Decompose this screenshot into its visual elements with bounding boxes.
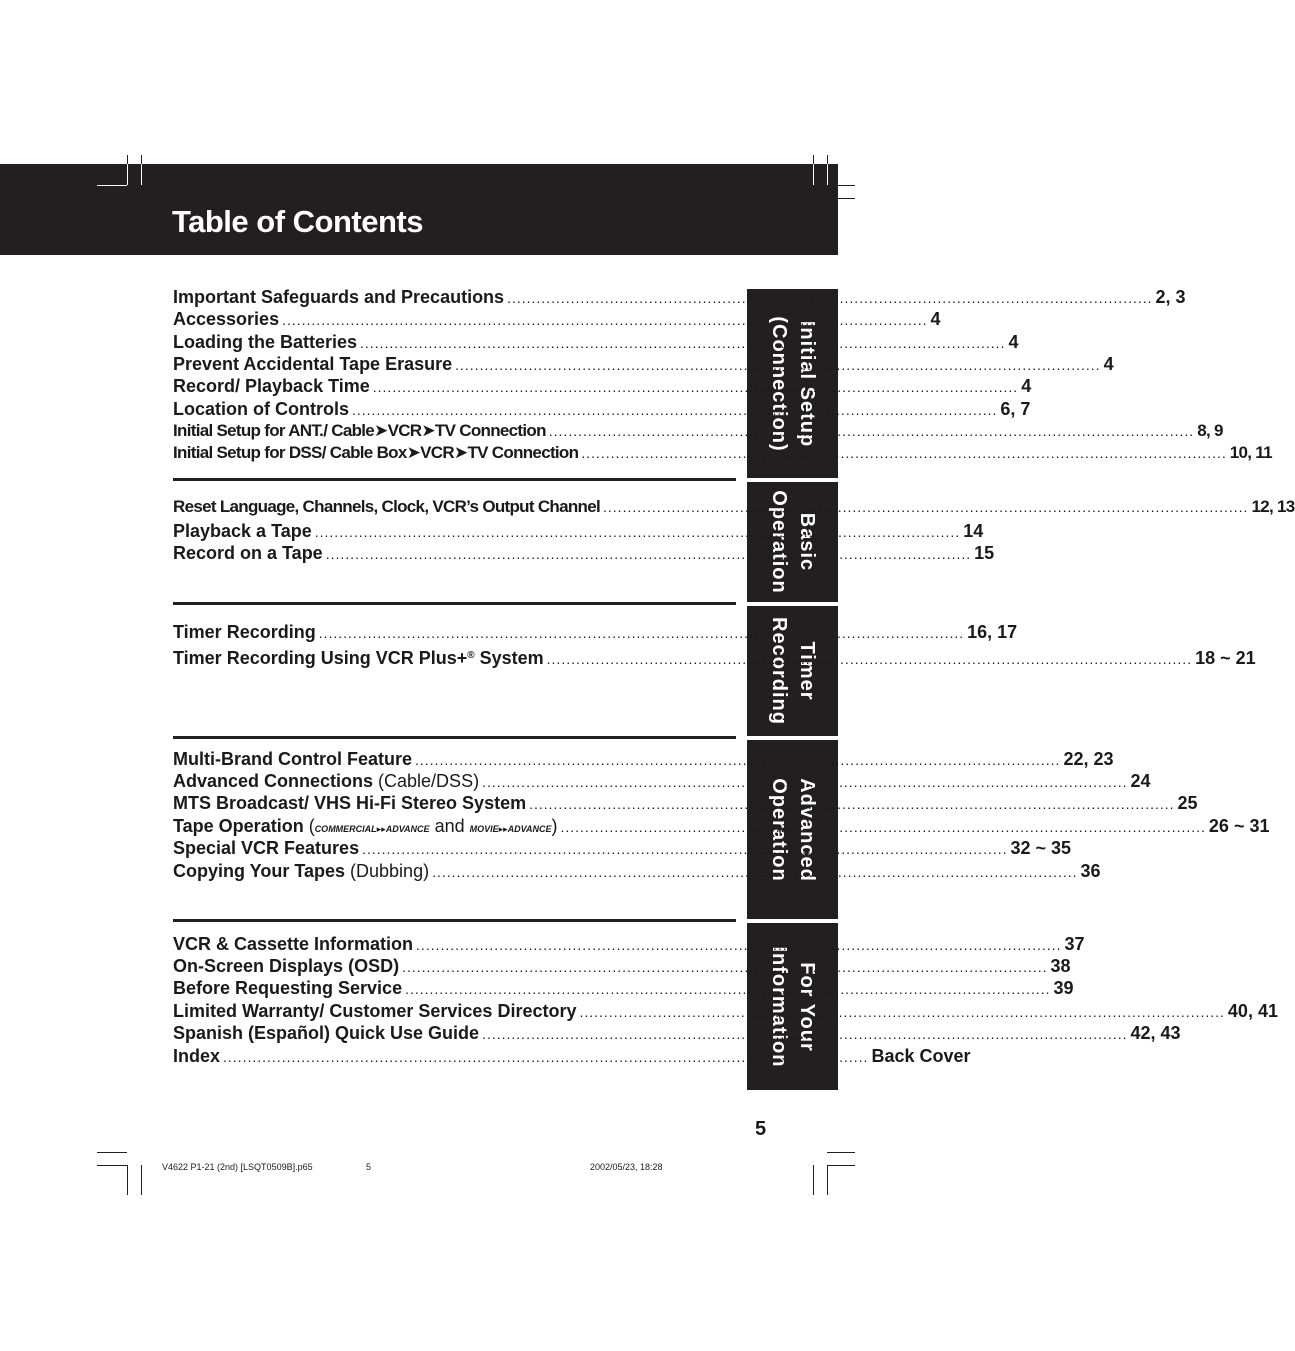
entry-title: Record on a Tape bbox=[173, 543, 323, 563]
entry-page: 16, 17 bbox=[967, 622, 1018, 642]
dot-leader: .................................................................................................................................... bbox=[548, 423, 1195, 439]
crop-mark bbox=[813, 164, 814, 185]
toc-entry[interactable] bbox=[173, 286, 1186, 308]
entry-page: 24 bbox=[1130, 771, 1151, 791]
dot-leader: .................................................................................................................................... bbox=[318, 625, 965, 641]
entry-page: 4 bbox=[1008, 332, 1019, 352]
toc-entry[interactable] bbox=[173, 815, 1270, 837]
tab-label: For Your Information bbox=[767, 946, 818, 1067]
entry-title: Special VCR Features bbox=[173, 838, 360, 858]
crop-mark bbox=[97, 1152, 127, 1153]
dot-leader: .................................................................................................................................... bbox=[416, 937, 1062, 953]
section-divider bbox=[173, 736, 736, 739]
toc-entry[interactable] bbox=[173, 1022, 1181, 1044]
toc-entry[interactable] bbox=[173, 621, 1018, 643]
entry-page: 14 bbox=[963, 521, 984, 541]
entry-title-and: and bbox=[429, 816, 470, 836]
toc-entry[interactable] bbox=[173, 977, 1074, 999]
crop-mark bbox=[97, 1165, 127, 1166]
dot-leader: .................................................................................................................................... bbox=[415, 752, 1061, 768]
toc-entry[interactable] bbox=[173, 1000, 1278, 1022]
section-divider bbox=[173, 919, 736, 922]
entry-page: 8, 9 bbox=[1197, 421, 1223, 440]
tab-label: Advanced Operation bbox=[767, 777, 818, 882]
entry-page: 15 bbox=[974, 543, 995, 563]
entry-page: 26 ~ 31 bbox=[1208, 816, 1270, 836]
entry-page: 40, 41 bbox=[1227, 1001, 1278, 1021]
dot-leader: .................................................................................................................................... bbox=[351, 402, 998, 418]
toc-entry[interactable] bbox=[173, 955, 1071, 977]
dot-leader: .................................................................................................................................... bbox=[223, 1049, 869, 1065]
entry-page: Back Cover bbox=[871, 1046, 971, 1066]
toc-entry[interactable] bbox=[173, 353, 1114, 375]
dot-leader: .................................................................................................................................... bbox=[360, 335, 1006, 351]
section-divider bbox=[173, 478, 736, 481]
entry-page: 42, 43 bbox=[1130, 1023, 1181, 1043]
dot-leader: .................................................................................................................................... bbox=[282, 312, 928, 328]
entry-page: 18 ~ 21 bbox=[1195, 648, 1256, 668]
dot-leader: .................................................................................................................................... bbox=[546, 651, 1193, 667]
entry-page: 38 bbox=[1050, 956, 1071, 976]
dot-leader: .................................................................................................................................... bbox=[529, 796, 1175, 812]
entry-title bbox=[173, 645, 544, 669]
entry-title: Multi-Brand Control Feature bbox=[173, 749, 412, 769]
toc-entry[interactable] bbox=[173, 860, 1101, 882]
tab-label: Initial Setup (Connection) bbox=[767, 315, 818, 452]
crop-mark bbox=[827, 1165, 828, 1195]
entry-title-note: (Dubbing) bbox=[345, 861, 430, 881]
dot-leader: .................................................................................................................................... bbox=[579, 1004, 1225, 1020]
entry-title bbox=[173, 860, 429, 882]
toc-entry[interactable] bbox=[173, 398, 1031, 420]
toc-entry[interactable] bbox=[173, 542, 995, 564]
toc-entry[interactable] bbox=[173, 420, 1223, 442]
tab-label: Timer Recording bbox=[767, 617, 818, 725]
entry-title: Index bbox=[173, 1046, 221, 1066]
entry-title: Record/ Playback Time bbox=[173, 376, 370, 396]
tab-label: Basic Operation bbox=[767, 490, 818, 594]
entry-page: 4 bbox=[1021, 376, 1032, 396]
entry-title-text: Copying Your Tapes bbox=[173, 861, 346, 881]
dot-leader: .................................................................................................................................... bbox=[581, 445, 1227, 461]
entry-page: 36 bbox=[1080, 861, 1101, 881]
toc-entry[interactable] bbox=[173, 331, 1019, 353]
crop-mark bbox=[127, 164, 128, 185]
entry-page: 22, 23 bbox=[1063, 749, 1114, 769]
entry-title: Before Requesting Service bbox=[173, 978, 403, 998]
dot-leader: .................................................................................................................................... bbox=[402, 959, 1048, 975]
entry-page: 39 bbox=[1053, 978, 1074, 998]
dot-leader: .................................................................................................................................... bbox=[325, 546, 972, 562]
entry-title: Location of Controls bbox=[173, 399, 349, 419]
entry-title-note: ( bbox=[303, 816, 315, 836]
dot-leader: .................................................................................................................................... bbox=[455, 357, 1101, 373]
dot-leader: .................................................................................................................................... bbox=[432, 864, 1078, 880]
entry-title: Reset Language, Channels, Clock, VCR’s Output Channel bbox=[173, 497, 601, 516]
entry-title: MTS Broadcast/ VHS Hi-Fi Stereo System bbox=[173, 793, 527, 813]
crop-mark bbox=[827, 1165, 855, 1166]
crop-mark bbox=[813, 1165, 814, 1195]
entry-title: Loading the Batteries bbox=[173, 332, 358, 352]
dot-leader: .................................................................................................................................... bbox=[362, 841, 1008, 857]
dot-leader: .................................................................................................................................... bbox=[314, 524, 961, 540]
entry-page: 37 bbox=[1064, 934, 1085, 954]
entry-title: Timer Recording bbox=[173, 622, 316, 642]
entry-title-note: (Cable/DSS) bbox=[373, 771, 480, 791]
footer-sheet: 5 bbox=[366, 1162, 372, 1172]
page-title: Table of Contents bbox=[172, 204, 423, 239]
toc-entry[interactable] bbox=[173, 792, 1198, 814]
entry-title: Important Safeguards and Precautions bbox=[173, 287, 505, 307]
section-divider bbox=[173, 602, 736, 605]
toc-entry[interactable] bbox=[173, 837, 1072, 859]
dot-leader: .................................................................................................................................... bbox=[507, 290, 1153, 306]
entry-page: 25 bbox=[1177, 793, 1198, 813]
entry-title: On-Screen Displays (OSD) bbox=[173, 956, 400, 976]
dot-leader: .................................................................................................................................... bbox=[482, 1026, 1128, 1042]
entry-title: VCR & Cassette Information bbox=[173, 934, 414, 954]
entry-page: 6, 7 bbox=[1000, 399, 1031, 419]
commercial-advance-logo: COMMERCIAL▸▸ADVANCE bbox=[314, 824, 430, 834]
crop-mark bbox=[127, 1165, 128, 1195]
entry-title bbox=[173, 770, 479, 792]
toc-entry[interactable] bbox=[173, 520, 984, 542]
footer-file: V4622 P1-21 (2nd) [LSQT0509B].p65 bbox=[162, 1162, 313, 1172]
entry-title: Prevent Accidental Tape Erasure bbox=[173, 354, 453, 374]
entry-title-close: ) bbox=[551, 816, 558, 836]
toc-entry[interactable] bbox=[173, 308, 941, 330]
crop-mark bbox=[827, 164, 828, 185]
entry-title-text: Tape Operation bbox=[173, 816, 304, 836]
toc-entry[interactable] bbox=[173, 1045, 971, 1067]
entry-page: 12, 13 bbox=[1251, 497, 1295, 516]
footer-timestamp: 2002/05/23, 18:28 bbox=[590, 1162, 663, 1172]
crop-mark bbox=[827, 1152, 855, 1153]
toc-entry[interactable] bbox=[173, 645, 1256, 668]
entry-page: 10, 11 bbox=[1229, 443, 1272, 462]
dot-leader: .................................................................................................................................... bbox=[405, 981, 1051, 997]
toc-entry[interactable] bbox=[173, 442, 1272, 464]
crop-mark bbox=[141, 1165, 142, 1195]
registered-mark: ® bbox=[467, 650, 475, 661]
toc-entry[interactable] bbox=[173, 748, 1114, 770]
crop-mark bbox=[141, 164, 142, 185]
entry-page: 2, 3 bbox=[1155, 287, 1186, 307]
dot-leader: .................................................................................................................................... bbox=[482, 774, 1128, 790]
toc-entry[interactable] bbox=[173, 933, 1085, 955]
entry-title-text: Advanced Connections bbox=[173, 771, 374, 791]
entry-title: Limited Warranty/ Customer Services Directory bbox=[173, 1001, 577, 1021]
entry-title: Initial Setup for ANT./ Cable➤VCR➤TV Connection bbox=[173, 421, 546, 440]
entry-title-suffix: System bbox=[474, 648, 544, 668]
entry-page: 4 bbox=[930, 309, 941, 329]
entry-page: 4 bbox=[1103, 354, 1114, 374]
toc-entry[interactable] bbox=[173, 770, 1151, 792]
entry-title-text: Timer Recording Using VCR Plus+ bbox=[173, 648, 468, 668]
toc-entry[interactable] bbox=[173, 496, 1295, 518]
dot-leader: .................................................................................................................................... bbox=[560, 819, 1206, 835]
entry-title: Initial Setup for DSS/ Cable Box➤VCR➤TV Connection bbox=[173, 443, 579, 462]
entry-title: Spanish (Español) Quick Use Guide bbox=[173, 1023, 480, 1043]
entry-title: Playback a Tape bbox=[173, 521, 312, 541]
entry-title: Accessories bbox=[173, 309, 280, 329]
entry-page: 32 ~ 35 bbox=[1010, 838, 1072, 858]
movie-advance-logo: MOVIE▸▸ADVANCE bbox=[469, 824, 552, 834]
dot-leader: .................................................................................................................................... bbox=[372, 379, 1019, 395]
dot-leader: .................................................................................................................................... bbox=[603, 499, 1249, 515]
page-number: 5 bbox=[755, 1118, 767, 1140]
crop-mark bbox=[97, 185, 127, 186]
toc-entry[interactable] bbox=[173, 375, 1032, 397]
